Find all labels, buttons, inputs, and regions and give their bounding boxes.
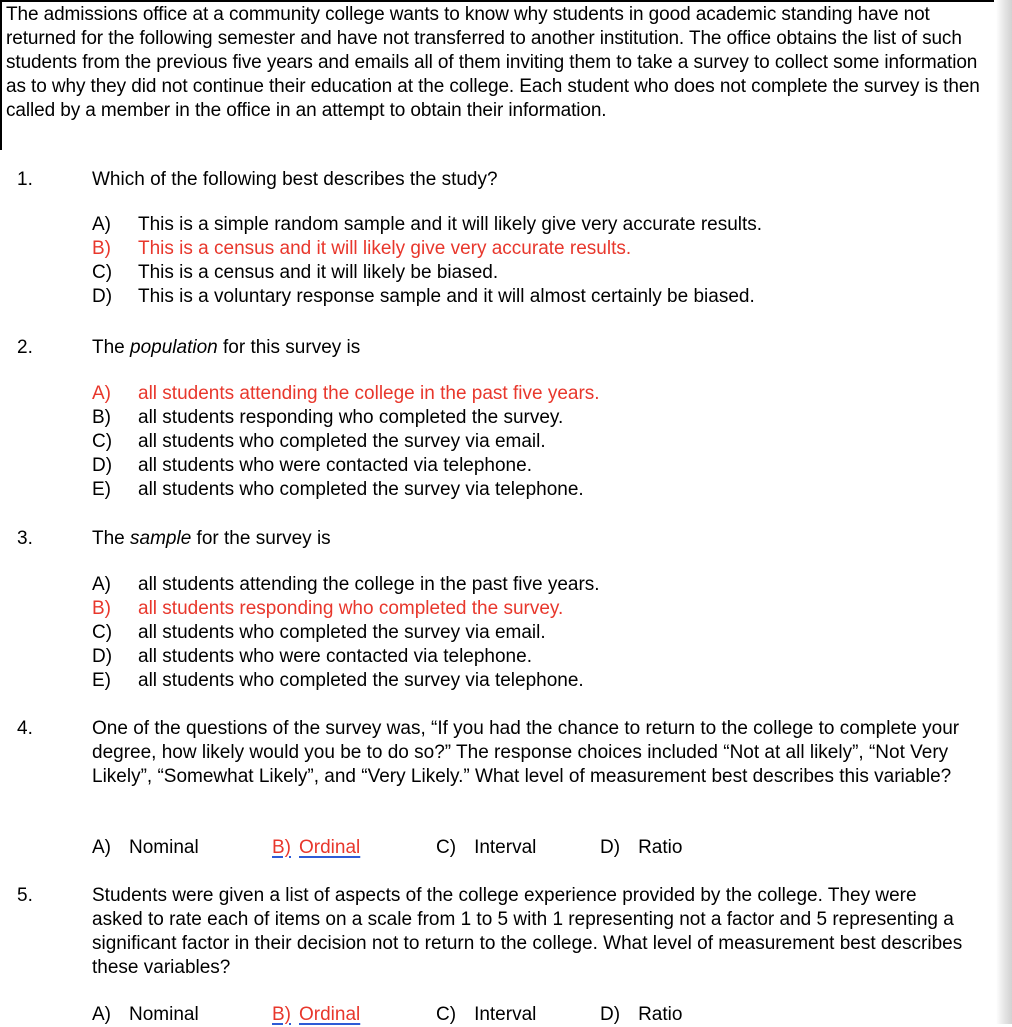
- question-1-number: 1.: [17, 169, 33, 190]
- option-letter: B): [92, 598, 111, 619]
- question-5-options: [92, 1003, 792, 1027]
- question-3-option-e[interactable]: [92, 669, 600, 693]
- option-letter: A): [92, 837, 111, 858]
- option-text: all students who completed the survey via email.: [138, 622, 546, 643]
- question-2-option-e[interactable]: [92, 478, 600, 502]
- option-letter: D): [600, 1004, 621, 1025]
- question-2-text: [92, 336, 972, 360]
- option-letter: B): [272, 1004, 291, 1025]
- question-2-option-b[interactable]: [92, 406, 600, 430]
- option-letter: B): [272, 837, 291, 858]
- question-2-text-before: The: [92, 337, 131, 358]
- option-text: all students who were contacted via telephone.: [138, 646, 532, 667]
- question-2-option-c[interactable]: [92, 430, 600, 454]
- option-text: This is a census and it will likely be biased.: [138, 262, 499, 283]
- option-text: all students who were contacted via telephone.: [138, 455, 532, 476]
- option-letter: D): [92, 646, 113, 667]
- question-1-text: Which of the following best describes the study?: [92, 169, 498, 190]
- option-text: Ratio: [638, 837, 683, 858]
- question-4-options: [92, 836, 792, 860]
- question-2-number: 2.: [17, 337, 33, 358]
- question-3-option-b[interactable]: [92, 597, 600, 621]
- question-5-text: Students were given a list of aspects of the college experience provided by the college. They were asked to rate each of items on a scale from 1 to 5 with 1 representing not a factor and 5 representing a significant factor in their decision not to return to the college. What level of measurement best describes these variables?: [92, 885, 963, 978]
- option-letter: A): [92, 1004, 111, 1025]
- question-3-text-before: The: [92, 528, 131, 549]
- option-letter: D): [600, 837, 621, 858]
- option-letter: A): [92, 383, 111, 404]
- option-letter: B): [92, 238, 111, 259]
- option-text: Interval: [474, 1004, 537, 1025]
- question-5-option-b[interactable]: [272, 1003, 360, 1027]
- question-2-option-a[interactable]: [92, 382, 600, 406]
- option-text: all students attending the college in the past five years.: [138, 383, 600, 404]
- option-text: This is a voluntary response sample and it will almost certainly be biased.: [138, 286, 755, 307]
- question-4-option-c[interactable]: [436, 836, 536, 860]
- question-3-text-italic: sample: [130, 528, 192, 549]
- question-2-option-d[interactable]: [92, 454, 600, 478]
- option-letter: B): [92, 407, 111, 428]
- option-text: Ordinal: [299, 837, 361, 858]
- option-text: Ordinal: [299, 1004, 361, 1025]
- top-border-line: [0, 0, 994, 2]
- option-text: Ratio: [638, 1004, 683, 1025]
- option-text: Nominal: [129, 837, 199, 858]
- question-3-text-after: for the survey is: [191, 528, 331, 549]
- option-letter: E): [92, 479, 111, 500]
- question-3-text: [92, 527, 972, 551]
- intro-paragraph: The admissions office at a community college wants to know why students in good academic standing have not returned for the following semester and have not transferred to another institution. The office obtains the list of such students from the previous five years and emails all of them inviting them to take a survey to collect some information as to why they did not continue their education at the college. Each student who does not complete the survey is then called by a member in the office in an attempt to obtain their information.: [6, 4, 980, 121]
- question-1-option-c[interactable]: [92, 261, 762, 285]
- question-4-option-b[interactable]: [272, 836, 360, 860]
- option-letter: C): [436, 837, 457, 858]
- option-letter: D): [92, 455, 113, 476]
- left-border-line: [0, 0, 2, 150]
- option-text: all students who completed the survey via email.: [138, 431, 546, 452]
- option-text: This is a census and it will likely give very accurate results.: [138, 238, 632, 259]
- option-text: Interval: [474, 837, 537, 858]
- option-text: all students who completed the survey via telephone.: [138, 670, 584, 691]
- question-3-number: 3.: [17, 528, 33, 549]
- question-2-text-after: for this survey is: [217, 337, 361, 358]
- question-5-option-a[interactable]: [92, 1003, 199, 1027]
- option-text: all students responding who completed the survey.: [138, 598, 564, 619]
- question-3-options: [92, 573, 600, 693]
- question-3-option-a[interactable]: [92, 573, 600, 597]
- question-1-option-d[interactable]: [92, 285, 762, 309]
- question-4-number: 4.: [17, 718, 33, 739]
- question-2-text-italic: population: [130, 337, 218, 358]
- option-letter: C): [436, 1004, 457, 1025]
- option-text: all students attending the college in the past five years.: [138, 574, 600, 595]
- option-letter: C): [92, 622, 113, 643]
- question-4-text: One of the questions of the survey was, “If you had the chance to return to the college to complete your degree, how likely would you be to do so?” The response choices included “Not at all likely”, “Not Very Likely”, “Somewhat Likely”, and “Very Likely.” What level of measurement best describes this variable?: [92, 718, 960, 787]
- question-5-number: 5.: [17, 885, 33, 906]
- option-letter: A): [92, 214, 111, 235]
- option-text: all students responding who completed the survey.: [138, 407, 564, 428]
- question-5-option-c[interactable]: [436, 1003, 536, 1027]
- question-1-option-a[interactable]: [92, 213, 762, 237]
- question-5-option-d[interactable]: [600, 1003, 682, 1027]
- option-letter: A): [92, 574, 111, 595]
- question-1-option-b[interactable]: [92, 237, 762, 261]
- option-text: all students who completed the survey via telephone.: [138, 479, 584, 500]
- option-letter: D): [92, 286, 113, 307]
- question-3-option-c[interactable]: [92, 621, 600, 645]
- page-edge-shadow: [996, 0, 1012, 1024]
- question-3-option-d[interactable]: [92, 645, 600, 669]
- question-4-option-a[interactable]: [92, 836, 199, 860]
- option-letter: E): [92, 670, 111, 691]
- option-letter: C): [92, 431, 113, 452]
- option-letter: C): [92, 262, 113, 283]
- option-text: This is a simple random sample and it will likely give very accurate results.: [138, 214, 763, 235]
- question-1-options: [92, 213, 762, 309]
- question-4-option-d[interactable]: [600, 836, 682, 860]
- question-2-options: [92, 382, 600, 502]
- option-text: Nominal: [129, 1004, 199, 1025]
